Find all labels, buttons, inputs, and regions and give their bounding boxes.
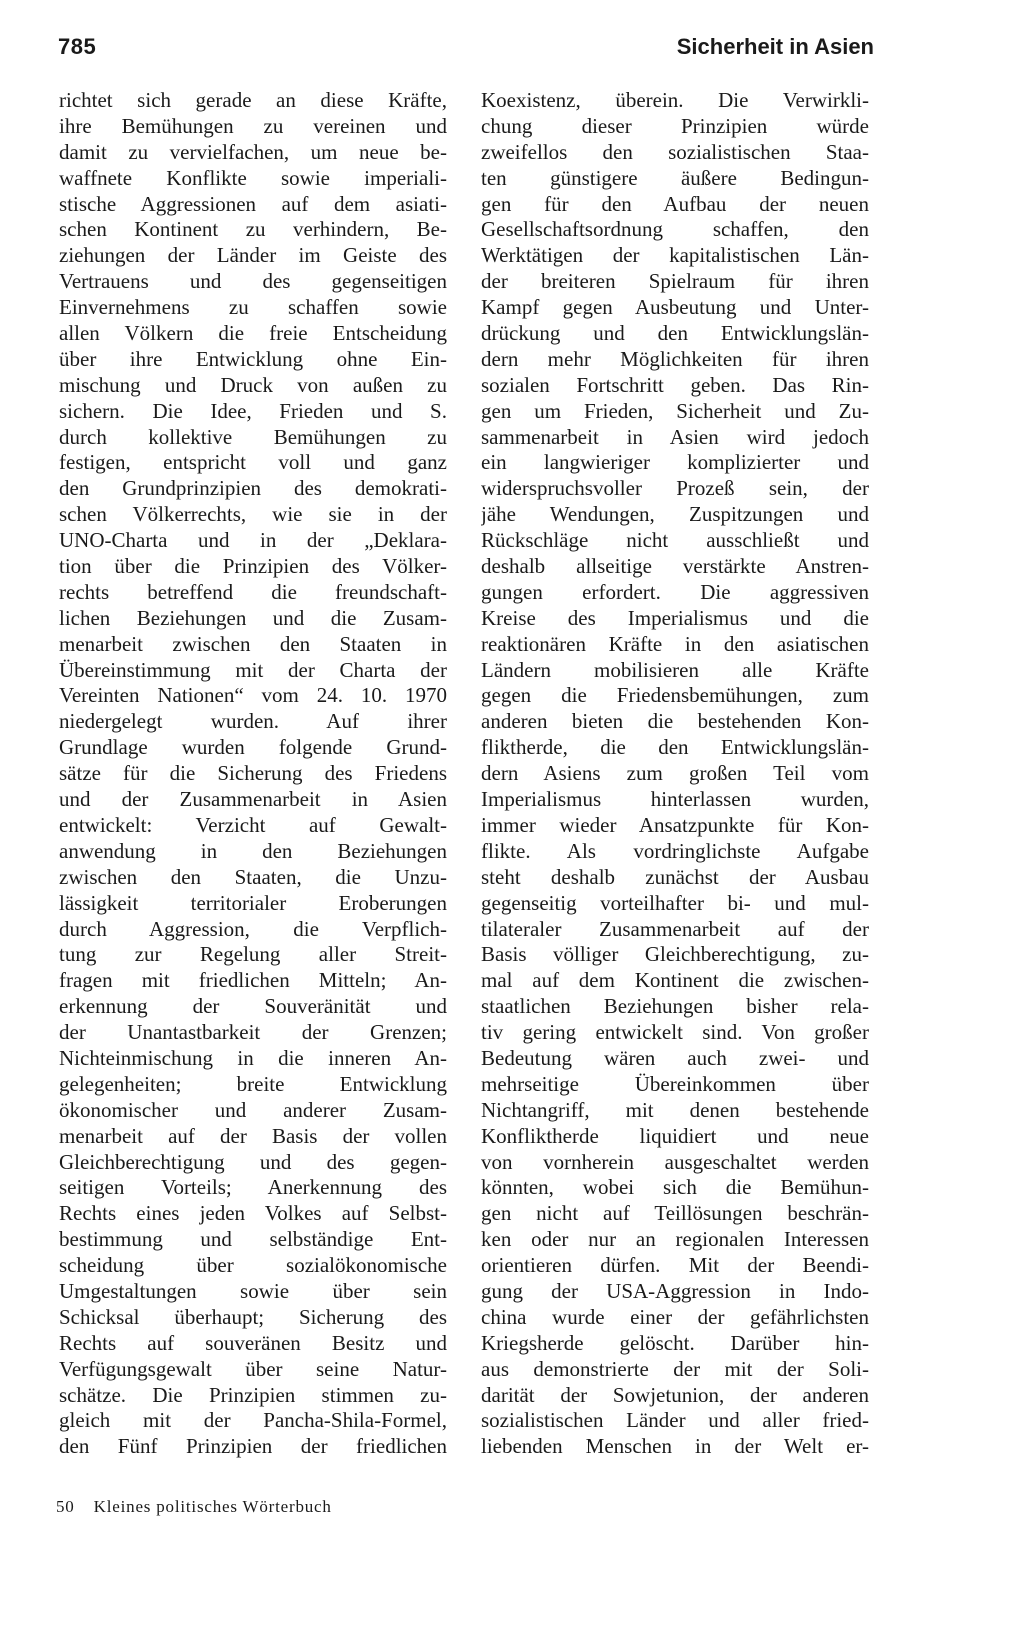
text-line: Imperialismus hinterlassen wurden, [481, 787, 869, 812]
text-line: orientieren dürfen. Mit der Beendi- [481, 1253, 869, 1278]
text-line: rechts betreffend die freundschaft- [59, 579, 447, 604]
text-line: der breiteren Spielraum für ihren [481, 269, 869, 294]
text-line: gelegenheiten; breite Entwicklung [59, 1071, 447, 1096]
text-line: fragen mit friedlichen Mitteln; An- [59, 968, 447, 993]
text-line: darität der Sowjetunion, der anderen [481, 1382, 869, 1407]
footer-signature-number: 50 [56, 1497, 75, 1516]
text-line: Grundlage wurden folgende Grund- [59, 735, 447, 760]
text-line: staatlichen Beziehungen bisher rela- [481, 994, 869, 1019]
text-line: liebenden Menschen in der Welt er- [481, 1434, 869, 1459]
text-line: gungen erfordert. Die aggressiven [481, 579, 869, 604]
text-line: Werktätigen der kapitalistischen Län- [481, 243, 869, 268]
text-line: festigen, entspricht voll und ganz [59, 450, 447, 475]
text-line: chung dieser Prinzipien würde [481, 113, 869, 138]
text-line: Vertrauens und des gegenseitigen [59, 269, 447, 294]
text-line: drückung und den Entwicklungslän- [481, 321, 869, 346]
text-line: widerspruchsvoller Prozeß sein, der [481, 476, 869, 501]
text-line: dern Asiens zum großen Teil vom [481, 761, 869, 786]
text-line: steht deshalb zunächst der Ausbau [481, 864, 869, 889]
text-line: Koexistenz, überein. Die Verwirkli- [481, 88, 869, 112]
text-line: lichen Beziehungen und die Zusam- [59, 605, 447, 630]
text-line: zweifellos den sozialistischen Staa- [481, 139, 869, 164]
text-line: china wurde einer der gefährlichsten [481, 1304, 869, 1329]
text-line: den Fünf Prinzipien der friedlichen [59, 1434, 447, 1459]
text-line: ökonomischer und anderer Zusam- [59, 1097, 447, 1122]
text-line: dern mehr Möglichkeiten für ihren [481, 346, 869, 371]
running-head: Sicherheit in Asien [676, 34, 874, 59]
text-line: der Unantastbarkeit der Grenzen; [59, 1020, 447, 1045]
text-line: und der Zusammenarbeit in Asien [59, 787, 447, 812]
text-line: gegen die Friedensbemühungen, zum [481, 683, 869, 708]
text-line: schätze. Die Prinzipien stimmen zu- [59, 1382, 447, 1407]
text-line: gen für den Aufbau der neuen [481, 191, 869, 216]
text-line: Nichteinmischung in die inneren An- [59, 1045, 447, 1070]
text-line: immer wieder Ansatzpunkte für Kon- [481, 812, 869, 837]
text-line: sozialen Fortschritt geben. Das Rin- [481, 372, 869, 397]
text-line: ihre Bemühungen zu vereinen und [59, 113, 447, 138]
text-line: UNO-Charta und in der „Deklara- [59, 528, 447, 553]
text-line: Gesellschaftsordnung schaffen, den [481, 217, 869, 242]
text-line: sätze für die Sicherung des Friedens [59, 761, 447, 786]
text-line: fliktherde, die den Entwicklungslän- [481, 735, 869, 760]
text-line: waffnete Konflikte sowie imperiali- [59, 165, 447, 190]
text-line: gung der USA-Aggression in Indo- [481, 1278, 869, 1303]
text-line: Rechts eines jeden Volkes auf Selbst- [59, 1201, 447, 1226]
text-line: Rückschläge nicht ausschließt und [481, 528, 869, 553]
text-line: tilateraler Zusammenarbeit auf der [481, 916, 869, 941]
text-line: ein langwieriger komplizierter und [481, 450, 869, 475]
text-line: mal auf dem Kontinent die zwischen- [481, 968, 869, 993]
text-line: Umgestaltungen sowie über sein [59, 1278, 447, 1303]
text-line: Konfliktherde liquidiert und neue [481, 1123, 869, 1148]
text-line: tiv gering entwickelt sind. Von großer [481, 1020, 869, 1045]
footer-book-title: Kleines politisches Wörterbuch [93, 1497, 332, 1516]
text-line: den Grundprinzipien des demokrati- [59, 476, 447, 501]
text-line: über ihre Entwicklung ohne Ein- [59, 346, 447, 371]
text-line: flikte. Als vordringlichste Aufgabe [481, 838, 869, 863]
text-line: entwickelt: Verzicht auf Gewalt- [59, 812, 447, 837]
text-line: anderen bieten die bestehenden Kon- [481, 709, 869, 734]
text-line: könnten, wobei sich die Bemühun- [481, 1175, 869, 1200]
text-line: durch kollektive Bemühungen zu [59, 424, 447, 449]
text-line: anwendung in den Beziehungen [59, 838, 447, 863]
text-line: tung zur Regelung aller Streit- [59, 942, 447, 967]
text-line: Ländern mobilisieren alle Kräfte [481, 657, 869, 682]
text-line: ten günstigere äußere Bedingun- [481, 165, 869, 190]
page-number: 785 [58, 34, 97, 59]
text-line: sichern. Die Idee, Frieden und S. [59, 398, 447, 423]
text-line: niedergelegt wurden. Auf ihrer [59, 709, 447, 734]
text-line: mischung und Druck von außen zu [59, 372, 447, 397]
text-line: Einvernehmens zu schaffen sowie [59, 295, 447, 320]
text-line: menarbeit zwischen den Staaten in [59, 631, 447, 656]
text-line: Bedeutung wären auch zwei- und [481, 1045, 869, 1070]
text-line: erkennung der Souveränität und [59, 994, 447, 1019]
page-footer [56, 1497, 332, 1517]
text-line: Kriegsherde gelöscht. Darüber hin- [481, 1330, 869, 1355]
text-line: tion über die Prinzipien des Völker- [59, 554, 447, 579]
text-line: schen Völkerrechts, wie sie in der [59, 502, 447, 527]
text-line: lässigkeit territorialer Eroberungen [59, 890, 447, 915]
text-line: Kampf gegen Ausbeutung und Unter- [481, 295, 869, 320]
text-line: Übereinstimmung mit der Charta der [59, 657, 447, 682]
text-line: Kreise des Imperialismus und die [481, 605, 869, 630]
text-line: jähe Wendungen, Zuspitzungen und [481, 502, 869, 527]
text-line: ziehungen der Länder im Geiste des [59, 243, 447, 268]
text-line: gleich mit der Pancha-Shila-Formel, [59, 1408, 447, 1433]
text-line: gegenseitig vorteilhafter bi- und mul- [481, 890, 869, 915]
text-line: richtet sich gerade an diese Kräfte, [59, 88, 447, 112]
text-line: gen um Frieden, Sicherheit und Zu- [481, 398, 869, 423]
text-line: bestimmung und selbständige Ent- [59, 1227, 447, 1252]
text-line: menarbeit auf der Basis der vollen [59, 1123, 447, 1148]
text-line: Schicksal überhaupt; Sicherung des [59, 1304, 447, 1329]
text-line: von vornherein ausgeschaltet werden [481, 1149, 869, 1174]
text-line: sozialistischen Länder und aller fried- [481, 1408, 869, 1433]
text-line: schen Kontinent zu verhindern, Be- [59, 217, 447, 242]
text-line: gen nicht auf Teillösungen beschrän- [481, 1201, 869, 1226]
text-line: allen Völkern die freie Entscheidung [59, 321, 447, 346]
text-line: deshalb allseitige verstärkte Anstren- [481, 554, 869, 579]
text-line: ken oder nur an regionalen Interessen [481, 1227, 869, 1252]
text-line: stische Aggressionen auf dem asiati- [59, 191, 447, 216]
text-line: Rechts auf souveränen Besitz und [59, 1330, 447, 1355]
right-text-column [481, 88, 869, 1460]
text-line: seitigen Vorteils; Anerkennung des [59, 1175, 447, 1200]
text-line: zwischen den Staaten, die Unzu- [59, 864, 447, 889]
text-line: Vereinten Nationen“ vom 24. 10. 1970 [59, 683, 447, 708]
text-line: reaktionären Kräfte in den asiatischen [481, 631, 869, 656]
text-line: Basis völliger Gleichberechtigung, zu- [481, 942, 869, 967]
text-line: mehrseitige Übereinkommen über [481, 1071, 869, 1096]
text-line: damit zu vervielfachen, um neue be- [59, 139, 447, 164]
text-line: aus demonstrierte der mit der Soli- [481, 1356, 869, 1381]
left-text-column [59, 88, 447, 1460]
text-line: Verfügungsgewalt über seine Natur- [59, 1356, 447, 1381]
text-line: Nichtangriff, mit denen bestehende [481, 1097, 869, 1122]
text-line: sammenarbeit in Asien wird jedoch [481, 424, 869, 449]
text-line: scheidung über sozialökonomische [59, 1253, 447, 1278]
text-line: durch Aggression, die Verpflich- [59, 916, 447, 941]
text-line: Gleichberechtigung und des gegen- [59, 1149, 447, 1174]
